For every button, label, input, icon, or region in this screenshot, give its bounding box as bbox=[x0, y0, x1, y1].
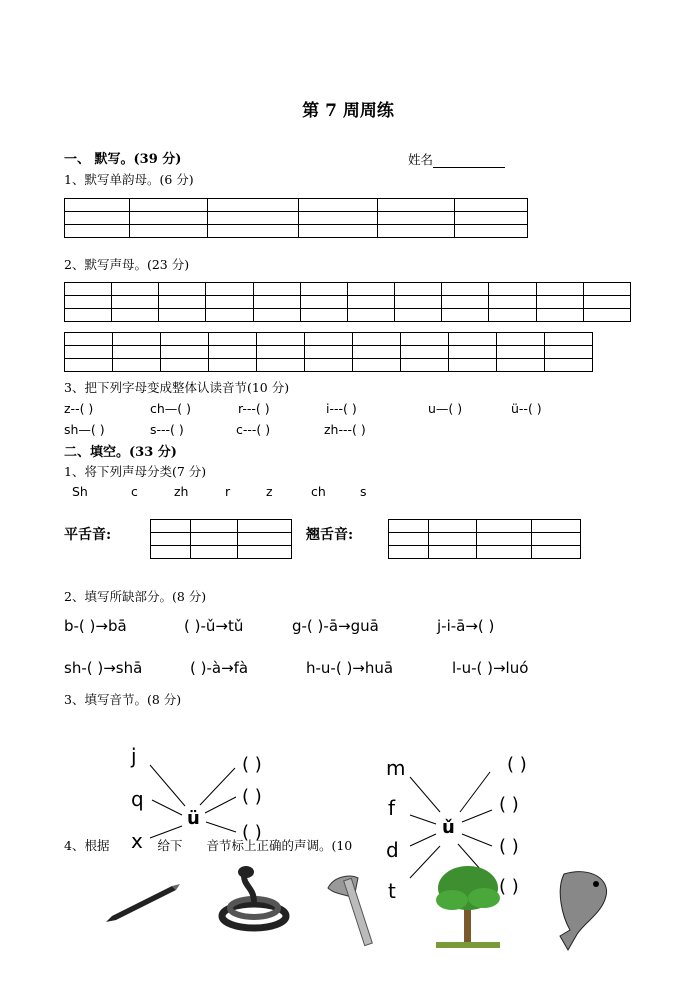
star2-letter: m bbox=[386, 756, 406, 780]
initial-letter: z bbox=[266, 484, 273, 499]
fill-item: b-( )→bā bbox=[64, 617, 127, 635]
star1-answer[interactable]: ( ) bbox=[242, 786, 262, 807]
star1-answer[interactable]: ( ) bbox=[242, 822, 262, 843]
question-1-2: 2、默写声母。(23 分) bbox=[64, 257, 190, 272]
star2-letter: f bbox=[388, 796, 396, 820]
name-label-text: 姓名 bbox=[408, 152, 434, 167]
syllable-item: c---( ) bbox=[236, 422, 271, 437]
question-2-1: 1、将下列声母分类(7 分) bbox=[64, 464, 207, 479]
star2-letter: d bbox=[386, 838, 399, 862]
syllable-item: i---( ) bbox=[326, 401, 357, 416]
syllable-item: s---( ) bbox=[150, 422, 184, 437]
fill-item: g-( )-ā→guā bbox=[292, 617, 379, 635]
fill-item: ( )-à→fà bbox=[190, 659, 249, 677]
syllable-item: zh---( ) bbox=[324, 422, 366, 437]
star2-answer[interactable]: ( ) bbox=[499, 794, 519, 815]
fill-item: h-u-( )→huā bbox=[306, 659, 394, 677]
star1-letter: j bbox=[131, 744, 137, 768]
question-2-4-part: 4、根据 bbox=[64, 838, 110, 853]
question-2-2: 2、填写所缺部分。(8 分) bbox=[64, 589, 207, 604]
syllable-item: r---( ) bbox=[238, 401, 270, 416]
tree-icon bbox=[432, 862, 504, 950]
section-1-heading: 一、 默写。(39 分) bbox=[64, 152, 182, 167]
star2-letter: t bbox=[388, 879, 396, 903]
retroflex-label: 翘舌音: bbox=[306, 527, 354, 543]
snake-icon bbox=[214, 862, 294, 934]
flat-tongue-label: 平舌音: bbox=[64, 527, 112, 543]
syllable-item: ch—( ) bbox=[150, 401, 192, 416]
syllable-item: ü--( ) bbox=[511, 401, 542, 416]
star2-answer[interactable]: ( ) bbox=[499, 876, 519, 897]
axe-icon bbox=[324, 872, 384, 948]
initial-letter: zh bbox=[174, 484, 189, 499]
fill-item: ( )-ǔ→tǔ bbox=[184, 617, 244, 635]
star1-center-vowel: ü bbox=[187, 808, 200, 829]
question-1-1: 1、默写单韵母。(6 分) bbox=[64, 172, 194, 187]
syllable-item: sh—( ) bbox=[64, 422, 105, 437]
question-2-3: 3、填写音节。(8 分) bbox=[64, 692, 182, 707]
fill-item: l-u-( )→luó bbox=[452, 659, 529, 677]
section-2-heading: 二、填空。(33 分) bbox=[64, 445, 177, 460]
fish-icon bbox=[548, 866, 614, 952]
initial-letter: c bbox=[131, 484, 138, 499]
question-2-4-part: 给下 bbox=[157, 838, 183, 853]
initial-letter: ch bbox=[311, 484, 326, 499]
question-2-4-part: 音节标上正确的声调。(10 bbox=[206, 838, 353, 853]
initial-letter: r bbox=[225, 484, 231, 499]
pencil-icon bbox=[102, 882, 182, 926]
fill-item: j-i-ā→( ) bbox=[437, 617, 495, 635]
star2-center-vowel: ǔ bbox=[442, 817, 455, 838]
star2-answer[interactable]: ( ) bbox=[499, 836, 519, 857]
syllable-item: z--( ) bbox=[64, 401, 94, 416]
syllable-item: u—( ) bbox=[428, 401, 463, 416]
question-2-4 bbox=[64, 836, 352, 854]
initial-letter: Sh bbox=[72, 484, 88, 499]
fill-item: sh-( )→shā bbox=[64, 659, 143, 677]
star1-letter: q bbox=[131, 787, 144, 811]
initial-letter: s bbox=[360, 484, 367, 499]
question-1-3: 3、把下列字母变成整体认读音节(10 分) bbox=[64, 380, 290, 395]
star1-letter: x bbox=[131, 829, 143, 853]
page-title: 第 7 周周练 bbox=[302, 101, 394, 121]
star2-answer[interactable]: ( ) bbox=[507, 754, 527, 775]
star1-answer[interactable]: ( ) bbox=[242, 754, 262, 775]
